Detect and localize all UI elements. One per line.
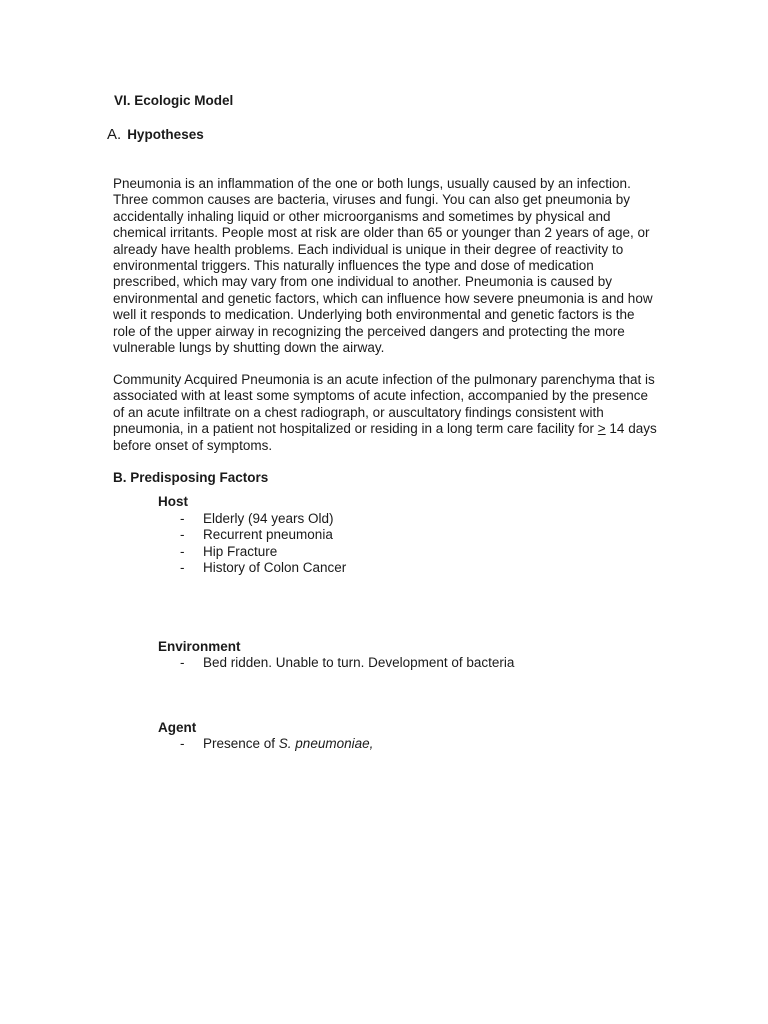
list-item [180, 511, 346, 527]
list-item [180, 655, 514, 671]
list-item-text: Bed ridden. Unable to turn. Development of bacteria [203, 655, 515, 670]
list-item-text: Hip Fracture [203, 543, 278, 559]
list-item-text: History of Colon Cancer [203, 560, 347, 576]
list-item [180, 544, 346, 560]
hypotheses-heading [107, 126, 204, 143]
hypotheses-letter: A. [107, 126, 122, 143]
hypotheses-paragraph-2 [113, 372, 658, 454]
host-heading: Host [158, 494, 188, 509]
agent-organism-name: S. pneumoniae, [278, 736, 374, 751]
list-item [180, 736, 373, 752]
dash-bullet: - [180, 527, 185, 543]
hypotheses-title: Hypotheses [127, 127, 204, 142]
host-list [180, 511, 346, 577]
agent-heading: Agent [158, 720, 197, 735]
environment-list [180, 655, 514, 671]
list-item-text: Elderly (94 years Old) [203, 511, 334, 526]
paragraph-2-text: Community Acquired Pneumonia is an acute infection of the pulmonary parenchyma that is associated with at least some symptoms of acute infection, accompanied by the presence of an acute infiltrate on a chest radiograph, or auscultatory findings consistent with pneumonia, in a patient not hospitalized or residing in a long term care facility for [113, 372, 655, 437]
dash-bullet: - [180, 655, 185, 670]
greater-than-symbol: > [597, 421, 606, 437]
list-item-text: Recurrent pneumonia [203, 527, 333, 543]
predisposing-factors-heading: B. Predisposing Factors [113, 470, 269, 485]
section-title: VI. Ecologic Model [114, 93, 234, 108]
dash-bullet: - [180, 511, 185, 526]
agent-item-prefix: Presence of [203, 736, 279, 751]
dash-bullet: - [180, 560, 185, 576]
paragraph-2-ending: 14 days before onset of symptoms. [113, 421, 657, 453]
dash-bullet: - [180, 543, 185, 559]
hypotheses-paragraph-1: Pneumonia is an inflammation of the one or both lungs, usually caused by an infection. Three common causes are bacteria, viruses and fungi. You can also get pneumonia by accidentally inhaling liquid or other microorganisms and sometimes by physical and chemical irritants. People most at risk are older than 65 or younger than 2 years of age, or already have health problems. Each individual is unique in their degree of reactivity to environmental triggers. This naturally influences the type and dose of medication prescribed, which may vary from one individual to another. Pneumonia is caused by environmental and genetic factors, which can influence how severe pneumonia is and how well it responds to medication. Underlying both environmental and genetic factors is the role of the upper airway in recognizing the perceived dangers and protecting the more vulnerable lungs by shutting down the airway. [113, 176, 653, 356]
list-item [180, 527, 346, 543]
environment-heading: Environment [158, 639, 241, 654]
agent-list [180, 736, 373, 752]
list-item [180, 560, 346, 576]
dash-bullet: - [180, 736, 185, 751]
